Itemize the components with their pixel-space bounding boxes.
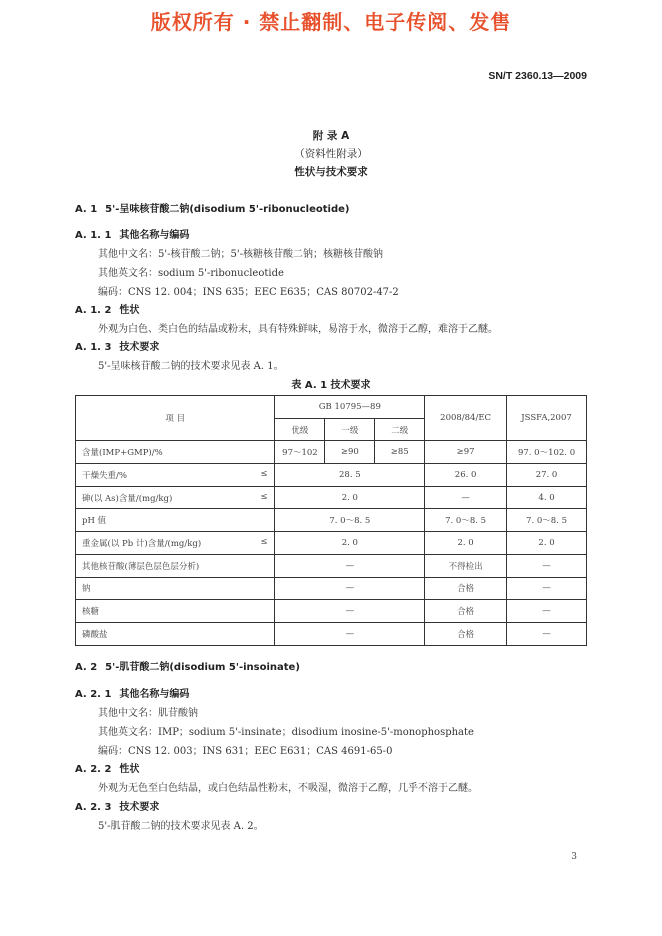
cell-value: 合格 — [425, 577, 507, 600]
table-title: 表 A. 1 技术要求 — [291, 380, 371, 391]
cell-value: 97. 0～102. 0 — [507, 441, 587, 464]
cell-value: 2. 0 — [275, 486, 425, 509]
cell-value: ≥85 — [375, 441, 425, 464]
table-row — [76, 577, 587, 600]
section-number: A. 2 — [75, 662, 98, 673]
header-ec: 2008/84/EC — [425, 396, 507, 441]
section-title: 性状 — [119, 764, 140, 775]
table-row — [76, 554, 587, 577]
section-title: 5'-呈味核苷酸二钠(disodium 5'-ribonucleotide) — [105, 204, 350, 215]
appendix-title: 附 录 A — [312, 130, 350, 142]
le-symbol: ≤ — [260, 536, 268, 547]
cell-value: 28. 5 — [275, 464, 425, 487]
le-symbol: ≤ — [260, 468, 268, 479]
text-line: 其他英文名：sodium 5'-ribonucleotide — [98, 268, 284, 279]
section-title: 其他名称与编码 — [119, 230, 190, 241]
section-title: 5'-肌苷酸二钠(disodium 5'-insoinate) — [105, 662, 300, 673]
row-item: pH 值 — [76, 509, 275, 532]
item-label: 干燥失重/% — [82, 470, 127, 481]
header-grade: 一级 — [325, 418, 375, 441]
appendix-subtitle: （资料性附录） — [294, 148, 368, 160]
spec-table — [75, 395, 587, 646]
copyright-banner: 版权所有 · 禁止翻制、电子传阅、发售 — [150, 10, 512, 34]
le-symbol: ≤ — [260, 491, 268, 502]
table-row — [76, 622, 587, 645]
text-line: 外观为无色至白色结晶，或白色结晶性粉末，不吸湿，微溶于乙醇，几乎不溶于乙醚。 — [98, 783, 478, 794]
item-label: 砷(以 As)含量/(mg/kg) — [82, 493, 173, 504]
cell-value: 7. 0～8. 5 — [425, 509, 507, 532]
header-item: 项 目 — [76, 396, 275, 441]
cell-value: 2. 0 — [425, 532, 507, 555]
text-line: 外观为白色、类白色的结晶或粉末，具有特殊鲜味，易溶于水，微溶于乙醇，难溶于乙醚。 — [98, 324, 498, 335]
section-number: A. 2. 3 — [75, 802, 112, 813]
section-a1-2-heading — [75, 301, 139, 316]
cell-value: — — [507, 622, 587, 645]
standard-number: SN/T 2360.13—2009 — [488, 70, 587, 82]
header-jssfa: JSSFA,2007 — [507, 396, 587, 441]
section-number: A. 2. 2 — [75, 764, 112, 775]
cell-value: ≥97 — [425, 441, 507, 464]
cell-value: 2. 0 — [275, 532, 425, 555]
row-item — [76, 486, 275, 509]
table-row — [76, 509, 587, 532]
section-title: 性状 — [119, 305, 140, 316]
section-number: A. 1. 2 — [75, 305, 112, 316]
section-a1-3-heading — [75, 338, 159, 353]
table-row — [76, 486, 587, 509]
table-row — [76, 600, 587, 623]
cell-value: — — [275, 600, 425, 623]
section-a2-1-heading — [75, 685, 189, 700]
row-item — [76, 464, 275, 487]
section-title: 技术要求 — [119, 802, 160, 813]
cell-value: 7. 0～8. 5 — [507, 509, 587, 532]
cell-value: — — [507, 600, 587, 623]
cell-value: 7. 0～8. 5 — [275, 509, 425, 532]
section-number: A. 1. 1 — [75, 230, 112, 241]
page-number: 3 — [571, 852, 577, 862]
section-title: 其他名称与编码 — [119, 689, 190, 700]
cell-value: 合格 — [425, 600, 507, 623]
cell-value: — — [507, 577, 587, 600]
section-number: A. 1. 3 — [75, 342, 112, 353]
cell-value: 26. 0 — [425, 464, 507, 487]
cell-value: — — [425, 486, 507, 509]
section-a2-heading — [75, 658, 300, 673]
row-item: 其他核苷酸(薄层色层色层分析) — [76, 554, 275, 577]
section-a1-heading — [75, 200, 349, 215]
row-item — [76, 532, 275, 555]
row-item: 核糖 — [76, 600, 275, 623]
header-grade: 二级 — [375, 418, 425, 441]
section-number: A. 2. 1 — [75, 689, 112, 700]
cell-value: 4. 0 — [507, 486, 587, 509]
header-grade: 优级 — [275, 418, 325, 441]
row-item: 钠 — [76, 577, 275, 600]
text-line: 其他中文名：5'-核苷酸二钠；5'-核糖核苷酸二钠；核糖核苷酸钠 — [98, 249, 383, 260]
header-gb: GB 10795—89 — [275, 396, 425, 419]
cell-value: 不得检出 — [425, 554, 507, 577]
table-header-row — [76, 396, 587, 419]
row-item: 含量(IMP+GMP)/% — [76, 441, 275, 464]
item-label: 重金属(以 Pb 计)含量/(mg/kg) — [82, 538, 202, 549]
table-row — [76, 464, 587, 487]
text-line: 编码：CNS 12. 003；INS 631；EEC E631；CAS 4691-65-0 — [98, 746, 393, 757]
table-row — [76, 532, 587, 555]
cell-value: 2. 0 — [507, 532, 587, 555]
row-item: 磷酸盐 — [76, 622, 275, 645]
section-a1-1-heading — [75, 226, 189, 241]
section-a2-2-heading — [75, 760, 139, 775]
appendix-heading: 性状与技术要求 — [294, 166, 368, 178]
table-row — [76, 441, 587, 464]
text-line: 5'-肌苷酸二钠的技术要求见表 A. 2。 — [98, 821, 264, 832]
cell-value: — — [275, 554, 425, 577]
cell-value: — — [275, 622, 425, 645]
text-line: 其他英文名：IMP；sodium 5'-insinate；disodium inosine-5'-monophosphate — [98, 727, 474, 738]
cell-value: 合格 — [425, 622, 507, 645]
text-line: 编码：CNS 12. 004；INS 635；EEC E635；CAS 80702-47-2 — [98, 287, 399, 298]
text-line: 5'-呈味核苷酸二钠的技术要求见表 A. 1。 — [98, 361, 284, 372]
cell-value: — — [275, 577, 425, 600]
cell-value: 27. 0 — [507, 464, 587, 487]
cell-value: ≥90 — [325, 441, 375, 464]
section-number: A. 1 — [75, 204, 98, 215]
text-line: 其他中文名：肌苷酸钠 — [98, 708, 198, 719]
cell-value: — — [507, 554, 587, 577]
section-a2-3-heading — [75, 798, 159, 813]
cell-value: 97～102 — [275, 441, 325, 464]
section-title: 技术要求 — [119, 342, 160, 353]
